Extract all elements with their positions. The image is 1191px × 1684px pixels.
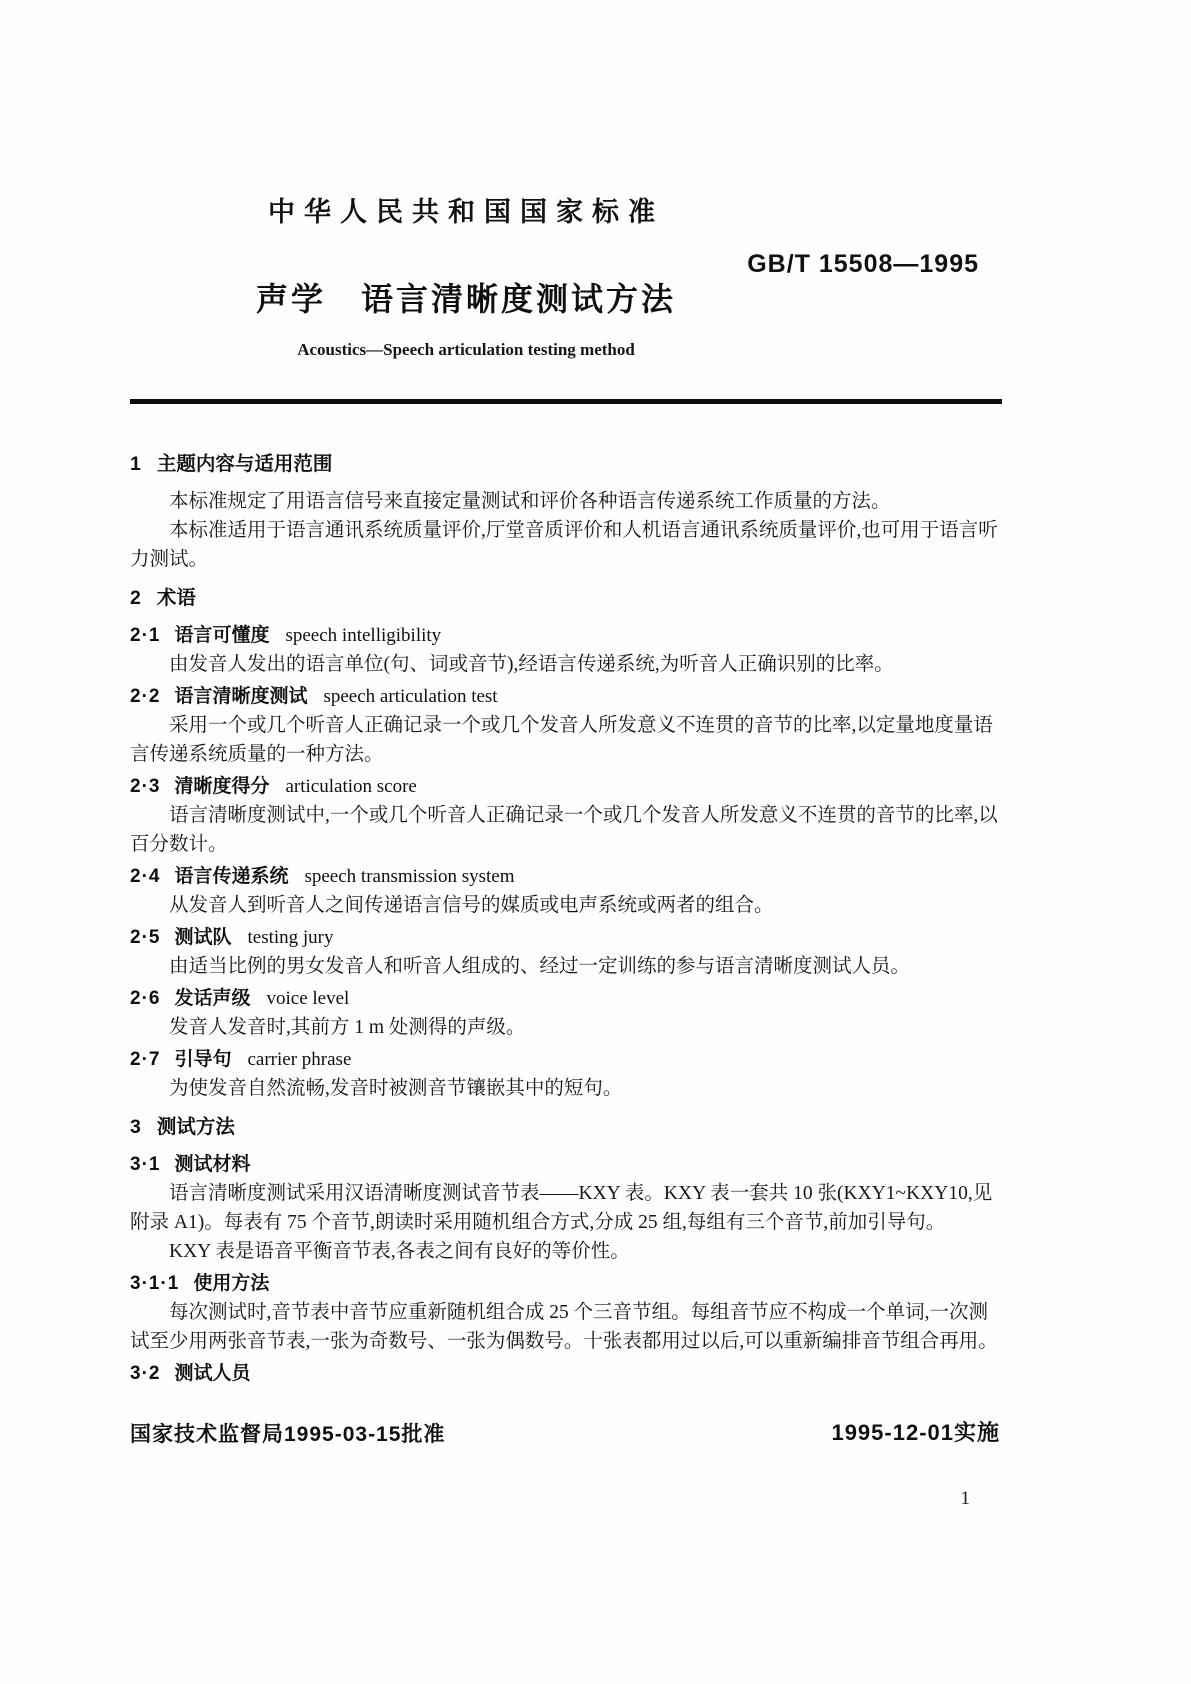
paragraph-scope-2: 本标准适用于语言通讯系统质量评价,厅堂音质评价和人机语言通讯系统质量评价,也可用于语言听力测试。 — [130, 520, 998, 570]
section-title: 测试方法 — [156, 1116, 235, 1138]
term-name: 发话声级 — [174, 988, 251, 1009]
document-title-english: Acoustics—Speech articulation testing method — [297, 340, 635, 359]
term-2-6-definition: 发音人发音时,其前方 1 m 处测得的声级。 — [169, 1017, 526, 1038]
term-number: 2·1 — [130, 625, 161, 646]
section-title: 主题内容与适用范围 — [156, 453, 333, 475]
term-2-1-definition: 由发音人发出的语言单位(句、词或音节),经语言传递系统,为听音人正确识别的比率。 — [169, 654, 894, 675]
subsection-3-1-heading — [130, 1150, 1006, 1179]
subsection-title: 测试人员 — [174, 1363, 251, 1384]
term-name: 清晰度得分 — [174, 776, 270, 797]
section-number: 3 — [130, 1116, 141, 1138]
implementation-date: 1995-12-01实施 — [831, 1420, 1000, 1445]
term-2-2-definition: 采用一个或几个听音人正确记录一个或几个发音人所发意义不连贯的音节的比率,以定量地度量语言传递系统质量的一种方法。 — [130, 715, 993, 765]
term-name: 测试队 — [174, 927, 232, 948]
standard-name: 中华人民共和国国家标准 — [268, 197, 664, 227]
term-name-english: speech intelligibility — [285, 625, 442, 646]
term-name: 语言清晰度测试 — [174, 686, 308, 707]
subsection-3-1-1-heading — [130, 1269, 1006, 1298]
term-number: 2·2 — [130, 686, 161, 707]
term-2-5-heading — [130, 923, 1006, 952]
term-number: 2·4 — [130, 866, 161, 887]
subsection-number: 3·2 — [130, 1363, 161, 1384]
term-name-english: speech transmission system — [304, 866, 515, 887]
page-number: 1 — [960, 1488, 970, 1509]
approval-notice: 国家技术监督局1995-03-15批准 — [130, 1423, 446, 1446]
section-number: 1 — [130, 453, 141, 475]
term-name-english: testing jury — [247, 927, 334, 948]
subsection-3-2-heading — [130, 1359, 1006, 1388]
subsection-number: 3·1 — [130, 1154, 161, 1175]
term-name: 引导句 — [174, 1049, 232, 1070]
term-name-english: carrier phrase — [247, 1049, 352, 1070]
subsection-title: 使用方法 — [193, 1273, 270, 1294]
section-number: 2 — [130, 587, 141, 609]
section-2-heading — [130, 584, 1006, 613]
term-2-4-definition: 从发音人到听音人之间传递语言信号的媒质或电声系统或两者的组合。 — [169, 895, 774, 916]
subsection-title: 测试材料 — [174, 1154, 251, 1175]
paragraph-scope-1: 本标准规定了用语言信号来直接定量测试和评价各种语言传递系统工作质量的方法。 — [169, 491, 891, 512]
term-2-3-definition: 语言清晰度测试中,一个或几个听音人正确记录一个或几个发音人所发意义不连贯的音节的比率,以百分数计。 — [130, 805, 998, 855]
term-number: 2·5 — [130, 927, 161, 948]
term-2-7-heading — [130, 1045, 1006, 1074]
term-2-4-heading — [130, 862, 1006, 891]
term-2-7-definition: 为使发音自然流畅,发音时被测音节镶嵌其中的短句。 — [169, 1078, 623, 1099]
document-body — [130, 440, 1006, 1388]
term-2-5-definition: 由适当比例的男女发音人和听音人组成的、经过一定训练的参与语言清晰度测试人员。 — [169, 956, 911, 977]
term-name-english: voice level — [266, 988, 350, 1009]
paragraph-test-material-1: 语言清晰度测试采用汉语清晰度测试音节表——KXY 表。KXY 表一套共 10 张(KXY1~KXY10,见附录 A1)。每表有 75 个音节,朗读时采用随机组合方式,分成 25 组,每组有三个音节,前加引导句。 — [130, 1183, 993, 1233]
term-2-3-heading — [130, 772, 1006, 801]
term-name-english: speech articulation test — [323, 686, 498, 707]
paragraph-usage-method: 每次测试时,音节表中音节应重新随机组合成 25 个三音节组。每组音节应不构成一个单词,一次测试至少用两张音节表,一张为奇数号、一张为偶数号。十张表都用过以后,可以重新编排音节组合再用。 — [130, 1302, 998, 1352]
term-2-6-heading — [130, 984, 1006, 1013]
header-rule — [130, 399, 1002, 404]
term-2-2-heading — [130, 682, 1006, 711]
term-number: 2·7 — [130, 1049, 161, 1070]
paragraph-test-material-2: KXY 表是语音平衡音节表,各表之间有良好的等价性。 — [169, 1241, 630, 1262]
section-3-heading — [130, 1113, 1006, 1142]
section-1-heading — [130, 450, 1006, 479]
document-title: 声学 语言清晰度测试方法 — [255, 281, 676, 317]
term-2-1-heading — [130, 621, 1006, 650]
term-name: 语言可懂度 — [174, 625, 270, 646]
term-number: 2·3 — [130, 776, 161, 797]
subsection-number: 3·1·1 — [130, 1273, 180, 1294]
term-name-english: articulation score — [285, 776, 417, 797]
term-name: 语言传递系统 — [174, 866, 289, 887]
standard-number: GB/T 15508—1995 — [747, 250, 979, 278]
section-title: 术语 — [156, 587, 196, 609]
term-number: 2·6 — [130, 988, 161, 1009]
